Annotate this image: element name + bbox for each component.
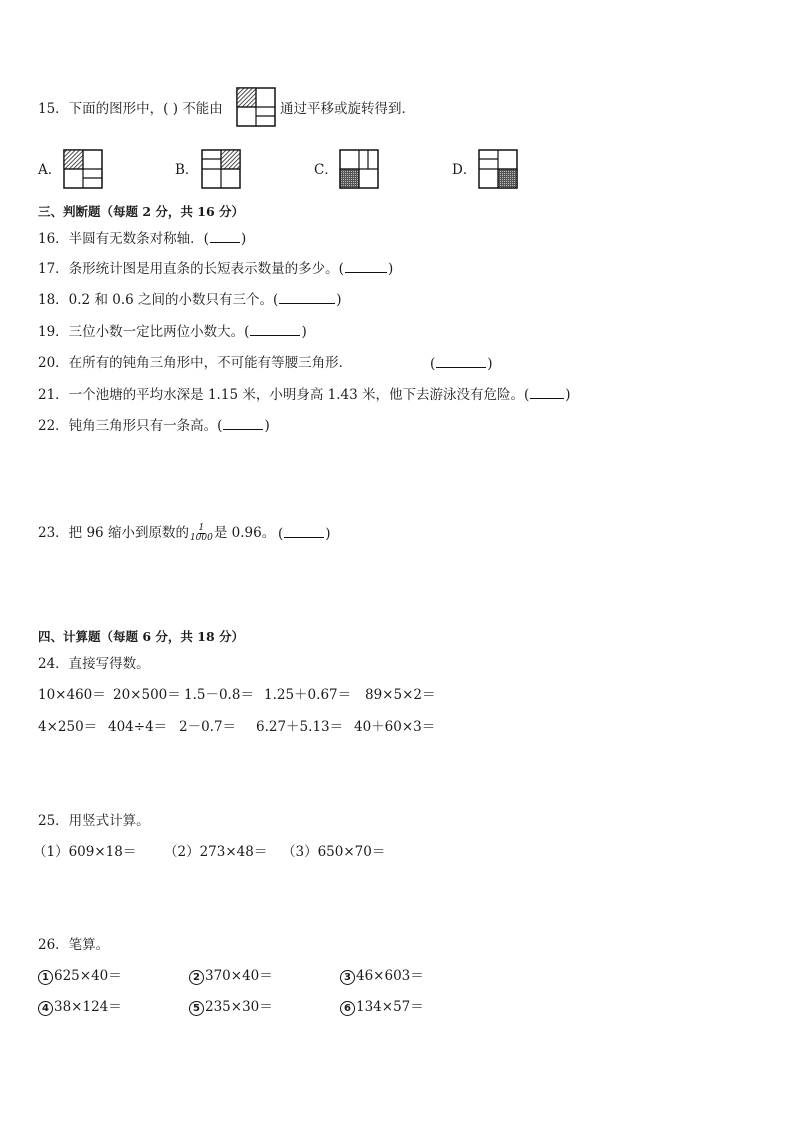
q26-title: 26．笔算。 [38,937,110,953]
q18-answer-blank[interactable] [279,290,335,304]
circled-number-2: 2 [189,970,204,985]
q24-r2-c5: 40＋60×3＝ [354,719,436,735]
q18-close: ) [336,292,342,308]
q15-option-a-figure[interactable] [63,149,103,189]
q22-text: 22．钝角三角形只有一条高。( [38,418,223,434]
q22-close: ) [264,418,270,434]
q17-answer-blank[interactable] [345,259,387,273]
q26-expr-2: 370×40＝ [205,968,273,984]
q21-answer-blank[interactable] [530,385,564,399]
circled-number-5: 5 [189,1001,204,1016]
circled-number-1: 1 [38,970,53,985]
q23-answer [278,524,331,543]
q24-r1-c3: 1.5－0.8＝ [184,687,254,703]
q19 [38,322,307,341]
q25-title: 25．用竖式计算。 [38,813,150,829]
q24-r1-c5: 89×5×2＝ [365,687,436,703]
q24-r1-c4: 1.25＋0.67＝ [264,687,352,703]
q22-answer-blank[interactable] [223,416,263,430]
q21-close: ) [565,387,571,403]
q18 [38,290,342,309]
q15-option-b-figure[interactable] [201,149,241,189]
q23-text-after: 是 0.96。 [213,525,276,541]
q15-option-b-label[interactable]: B． [175,162,199,178]
q24-r2-c1: 4×250＝ [38,719,98,735]
q24-r2-c2: 404÷4＝ [108,719,168,735]
q15-prompt-after [280,100,415,118]
q17-text: 17．条形统计图是用直条的长短表示数量的多少。( [38,261,344,277]
q21 [38,385,571,404]
q16-close: ) [240,231,247,247]
q26-item-1 [38,967,122,985]
q23-text-before: 23．把 96 缩小到原数的 [38,525,189,541]
q23-open: ( [278,526,284,542]
q23-close: ) [325,526,331,542]
q15-option-d-label[interactable]: D． [452,162,477,178]
q23 [38,524,275,543]
circled-number-6: 6 [340,1001,355,1016]
q26-item-6 [340,998,424,1016]
q19-answer-blank[interactable] [250,322,300,336]
q26-expr-1: 625×40＝ [54,968,122,984]
q15-prompt [38,100,223,118]
q20 [38,354,352,372]
q26-expr-5: 235×30＝ [205,999,273,1015]
q20-open: ( [430,356,436,372]
q26-item-2 [189,967,273,985]
q15-option-a-label[interactable]: A． [38,162,62,178]
q26-expr-6: 134×57＝ [356,999,424,1015]
q24-r2-c4: 6.27＋5.13＝ [256,719,344,735]
q24-title: 24．直接写得数。 [38,656,150,672]
q20-close: ) [487,356,493,372]
q24-r2-c3: 2－0.7＝ [179,719,237,735]
section3-title: 三、判断题（每题 2 分，共 16 分） [38,204,245,219]
q25-item-1: （1）609×18＝ [33,844,137,860]
q26-expr-3: 46×603＝ [356,968,424,984]
q15-text-before: 15．下面的图形中，( ) 不能由 [38,101,223,117]
q20-answer-blank[interactable] [436,354,486,368]
q24-r1-c2: 20×500＝ [113,687,181,703]
q19-text: 19．三位小数一定比两位小数大。( [38,324,250,340]
q26-item-3 [340,967,424,985]
q17-close: ) [387,261,394,277]
circled-number-3: 3 [340,970,355,985]
q20-answer [430,354,493,373]
q26-expr-4: 38×124＝ [54,999,122,1015]
q19-close: ) [301,324,307,340]
q18-text: 18．0.2 和 0.6 之间的小数只有三个。( [38,292,279,308]
q16 [38,229,246,248]
section4-title: 四、计算题（每题 6 分，共 18 分） [38,629,245,644]
q24-r1-c1: 10×460＝ [38,687,106,703]
q25-item-3: （3）650×70＝ [282,844,386,860]
q16-text: 16．半圆有无数条对称轴．( [38,231,209,247]
q17 [38,259,393,278]
circled-number-4: 4 [38,1001,53,1016]
q23-fraction-numerator: 1 [198,523,205,533]
q23-fraction-denominator: 1000 [189,533,213,543]
q15-option-c-label[interactable]: C． [314,162,338,178]
q21-text: 21．一个池塘的平均水深是 1.15 米，小明身高 1.43 米，他下去游泳没有危险。( [38,387,530,403]
q23-answer-blank[interactable] [284,524,324,538]
q23-fraction [190,524,213,543]
q25-item-2: （2）273×48＝ [164,844,268,860]
q15-option-d-figure[interactable] [478,149,518,189]
q20-text: 20．在所有的钝角三角形中，不可能有等腰三角形． [38,355,353,371]
q15-text-after: 通过平移或旋转得到． [280,101,415,117]
q15-reference-figure [236,87,276,127]
q26-item-5 [189,998,273,1016]
q26-item-4 [38,998,122,1016]
q22 [38,416,270,435]
q16-answer-blank[interactable] [210,229,240,243]
q15-option-c-figure[interactable] [339,149,379,189]
